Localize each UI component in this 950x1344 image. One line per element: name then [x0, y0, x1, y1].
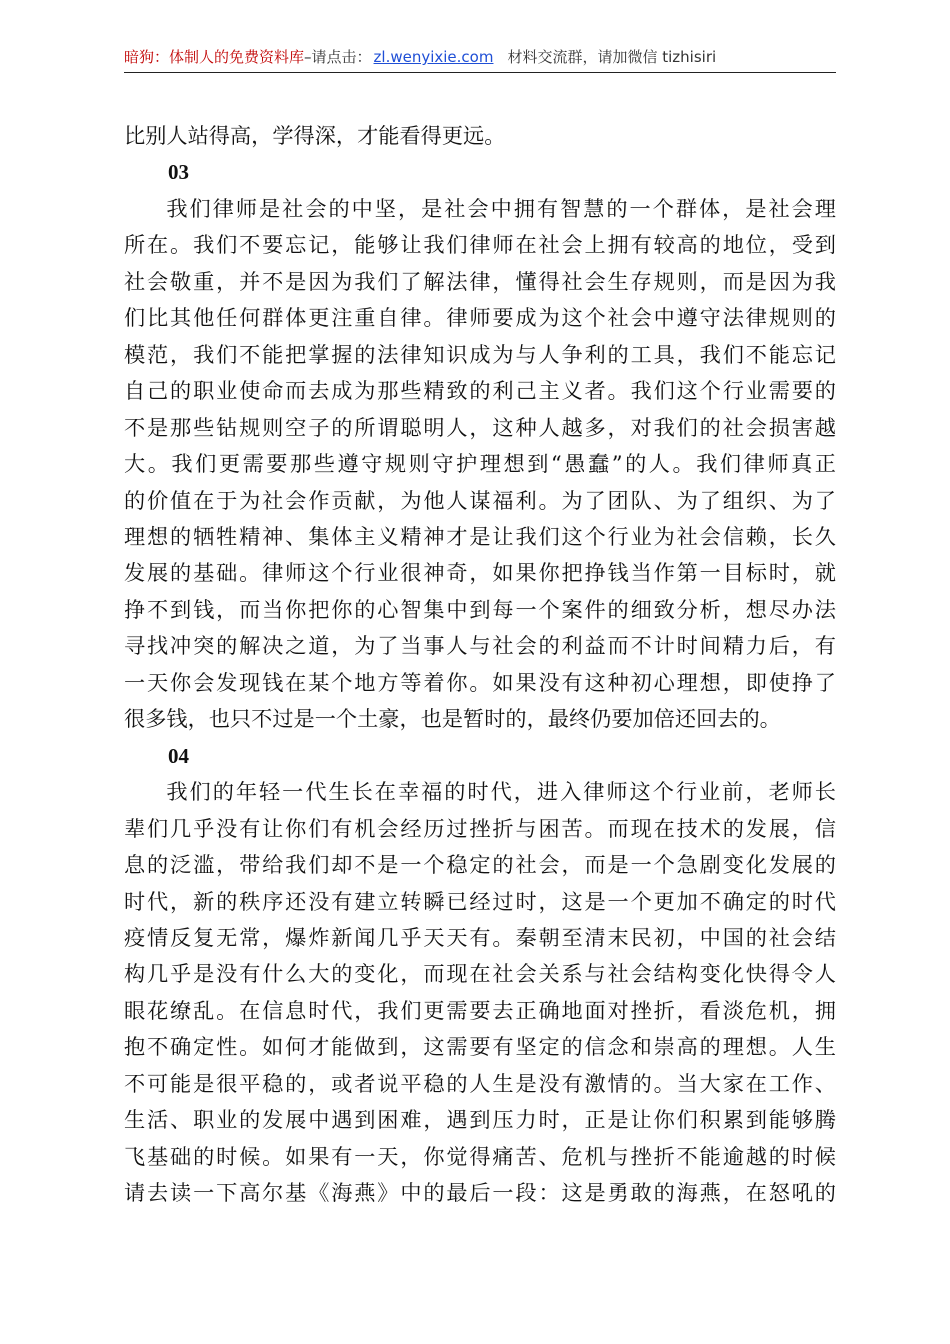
paragraph-line: 疫情反复无常，爆炸新闻几乎天天有。秦朝至清末民初，中国的社会结 — [124, 924, 836, 950]
paragraph-line: 所在。我们不要忘记，能够让我们律师在社会上拥有较高的地位，受到 — [124, 232, 836, 258]
header-click-prompt: –请点击： — [304, 48, 372, 66]
paragraph-line: 社会敬重，并不是因为我们了解法律，懂得社会生存规则，而是因为我 — [124, 268, 836, 294]
paragraph-line: 辈们几乎没有让你们有机会经历过挫折与困苦。而现在技术的发展，信 — [124, 815, 836, 841]
header-link[interactable]: zl.wenyixie.com — [373, 48, 494, 66]
section-heading-04: 04 — [168, 743, 189, 768]
header-contact: 材料交流群，请加微信 tizhisiri — [507, 48, 717, 66]
paragraph-line: 的价值在于为社会作贡献，为他人谋福利。为了团队、为了组织、为了 — [124, 487, 836, 513]
paragraph-line: 我们律师是社会的中坚，是社会中拥有智慧的一个群体，是社会理 — [166, 195, 836, 221]
header-brand: 暗狗：体制人的免费资料库 — [124, 48, 305, 66]
paragraph-line: 不是那些钻规则空子的所谓聪明人，这种人越多，对我们的社会损害越 — [124, 414, 836, 440]
paragraph-line: 请去读一下高尔基《海燕》中的最后一段：这是勇敢的海燕，在怒吼的 — [124, 1180, 836, 1206]
paragraph-line: 生活、职业的发展中遇到困难，遇到压力时，正是让你们积累到能够腾 — [124, 1107, 836, 1133]
paragraph-line: 理想的牺牲精神、集体主义精神才是让我们这个行业为社会信赖，长久 — [124, 523, 836, 549]
paragraph-line: 我们的年轻一代生长在幸福的时代，进入律师这个行业前，老师长 — [166, 779, 836, 805]
paragraph-line: 自己的职业使命而去成为那些精致的利己主义者。我们这个行业需要的 — [124, 378, 836, 404]
paragraph-line: 时代，新的秩序还没有建立转瞬已经过时，这是一个更加不确定的时代 — [124, 888, 836, 914]
section-heading-03: 03 — [168, 160, 189, 185]
document-body — [124, 118, 836, 1212]
paragraph-line: 构几乎是没有什么大的变化，而现在社会关系与社会结构变化快得令人 — [124, 961, 836, 987]
paragraph-line: 一天你会发现钱在某个地方等着你。如果没有这种初心理想，即使挣了 — [124, 669, 836, 695]
intro-line: 比别人站得高，学得深，才能看得更远。 — [124, 123, 506, 148]
paragraph-line: 寻找冲突的解决之道，为了当事人与社会的利益而不计时间精力后，有 — [124, 633, 836, 659]
section-03-paragraph — [124, 191, 836, 738]
paragraph-line: 息的泛滥，带给我们却不是一个稳定的社会，而是一个急剧变化发展的 — [124, 852, 836, 878]
paragraph-line: 发展的基础。律师这个行业很神奇，如果你把挣钱当作第一目标时，就 — [124, 560, 836, 586]
paragraph-line: 抱不确定性。如何才能做到，这需要有坚定的信念和崇高的理想。人生 — [124, 1034, 836, 1060]
paragraph-line: 不可能是很平稳的，或者说平稳的人生是没有激情的。当大家在工作、 — [124, 1070, 836, 1096]
section-04-paragraph — [124, 774, 836, 1211]
paragraph-line: 眼花缭乱。在信息时代，我们更需要去正确地面对挫折，看淡危机，拥 — [124, 997, 836, 1023]
page-header — [124, 46, 836, 73]
paragraph-line: 很多钱，也只不过是一个土豪，也是暂时的，最终仍要加倍还回去的。 — [124, 706, 781, 732]
paragraph-line: 们比其他任何群体更注重自律。律师要成为这个社会中遵守法律规则的 — [124, 305, 836, 331]
paragraph-line: 大。我们更需要那些遵守规则守护理想到“愚蠢”的人。我们律师真正 — [124, 451, 836, 477]
paragraph-line: 挣不到钱，而当你把你的心智集中到每一个案件的细致分析，想尽办法 — [124, 596, 836, 622]
paragraph-line: 模范，我们不能把掌握的法律知识成为与人争利的工具，我们不能忘记 — [124, 341, 836, 367]
paragraph-line: 飞基础的时候。如果有一天，你觉得痛苦、危机与挫折不能逾越的时候 — [124, 1143, 836, 1169]
